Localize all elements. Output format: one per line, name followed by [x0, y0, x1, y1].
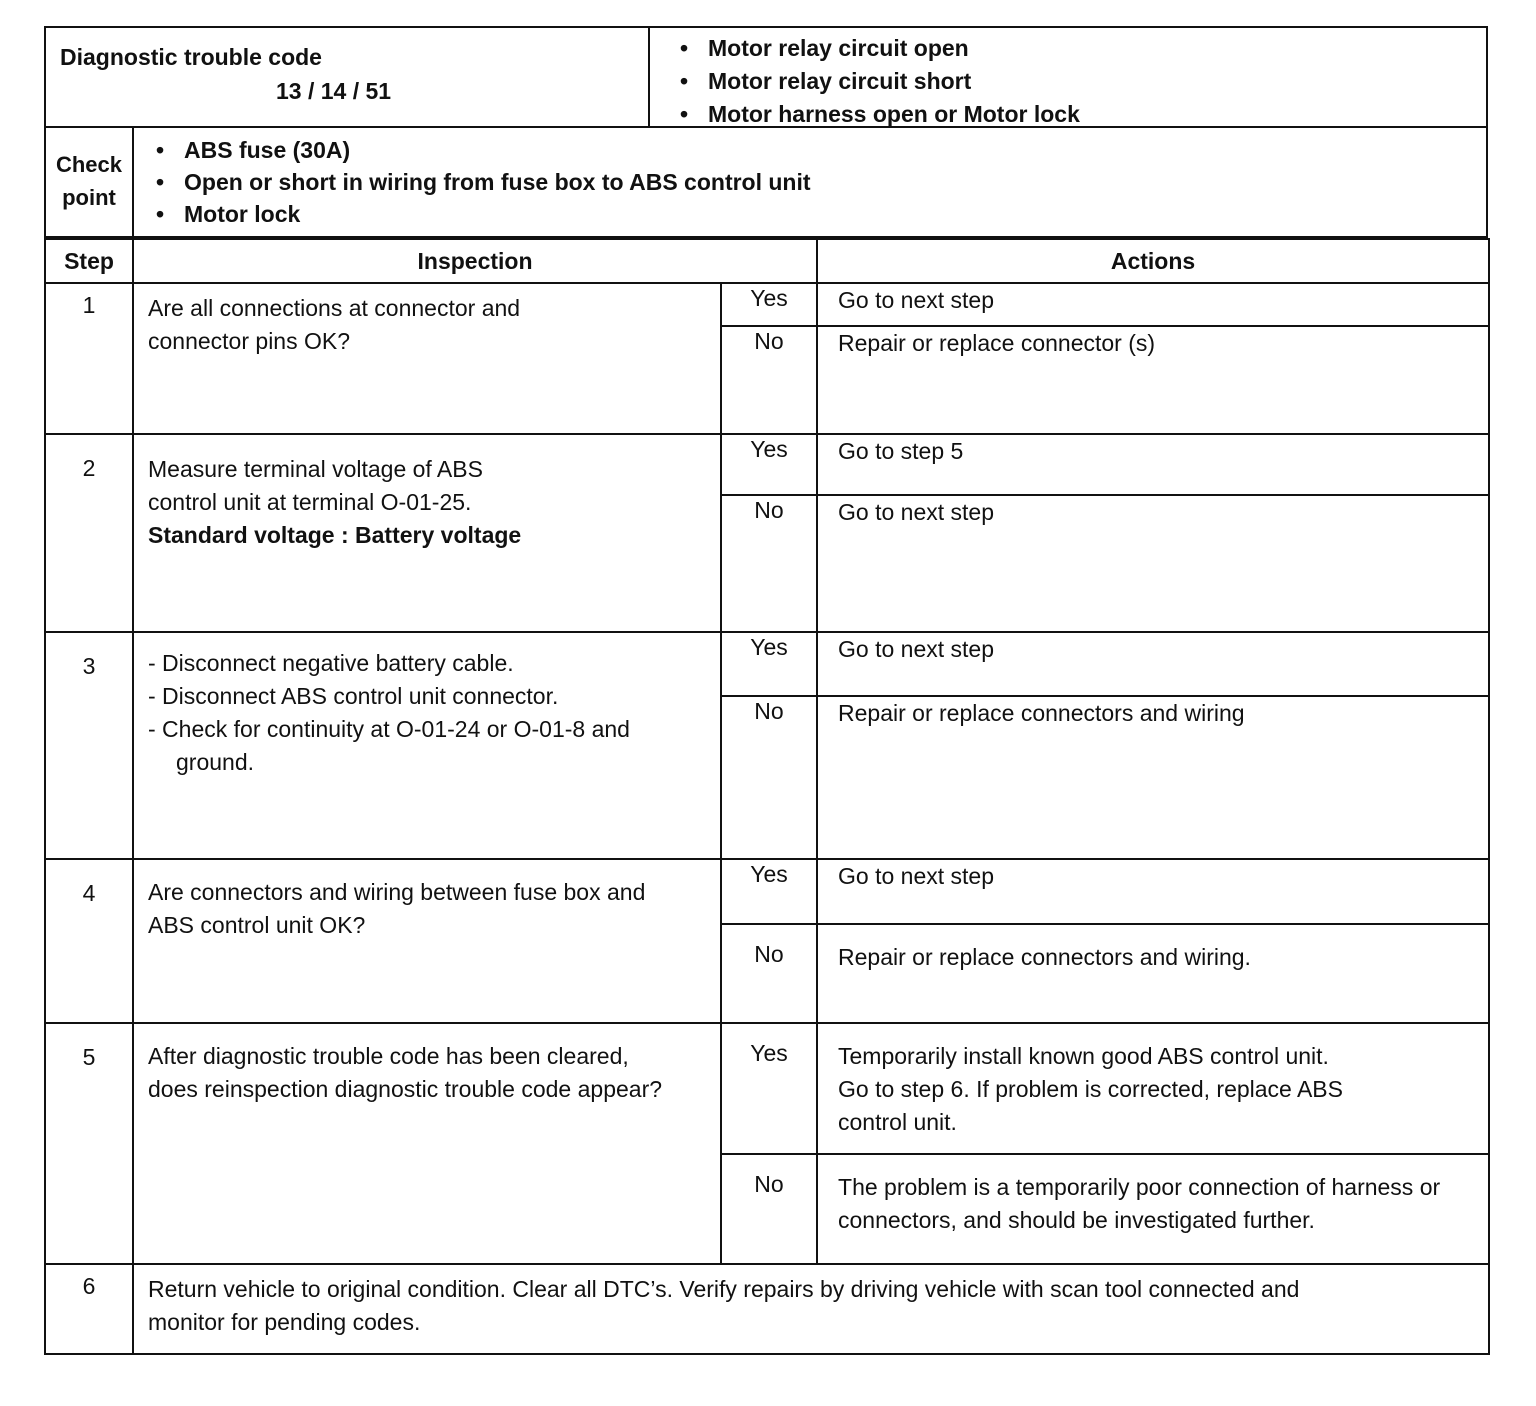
step-number: 4	[45, 859, 133, 1023]
inspection-line: - Disconnect ABS control unit connector.	[148, 683, 559, 709]
table-row	[45, 434, 1489, 495]
steps-header-row	[45, 239, 1489, 283]
step-number: 2	[45, 434, 133, 632]
bullet-icon: •	[680, 35, 689, 61]
table-row	[45, 859, 1489, 924]
inspection-cell	[133, 859, 721, 1023]
bullet-icon: •	[156, 201, 165, 227]
inspection-line: connector pins OK?	[148, 328, 351, 354]
no-label: No	[721, 1154, 817, 1264]
table-row	[45, 1023, 1489, 1154]
yes-label: Yes	[721, 434, 817, 495]
no-action: Repair or replace connectors and wiring.	[817, 924, 1489, 1023]
check-point-item	[156, 134, 1486, 166]
inspection-cell	[133, 1023, 721, 1264]
inspection-cell	[133, 283, 721, 434]
yes-label: Yes	[721, 1023, 817, 1154]
action-line: Temporarily install known good ABS control unit.	[838, 1043, 1329, 1069]
final-step-line: monitor for pending codes.	[148, 1309, 421, 1335]
step-number: 1	[45, 283, 133, 434]
yes-action: Go to step 5	[817, 434, 1489, 495]
action-line: Go to step 6. If problem is corrected, replace ABS	[838, 1076, 1343, 1102]
inspection-line: After diagnostic trouble code has been cleared,	[148, 1043, 629, 1069]
diagnostic-procedure-sheet	[44, 26, 1488, 1355]
inspection-cell	[133, 632, 721, 859]
table-row	[45, 632, 1489, 696]
inspection-line: ground.	[176, 749, 255, 775]
bullet-icon: •	[156, 137, 165, 163]
cause-text: Motor relay circuit short	[708, 68, 972, 94]
table-row	[45, 1264, 1489, 1354]
no-action: Repair or replace connectors and wiring	[817, 696, 1489, 859]
standard-voltage-spec: Standard voltage : Battery voltage	[148, 522, 522, 548]
actions-column-header: Actions	[817, 239, 1489, 283]
yes-label: Yes	[721, 859, 817, 924]
dtc-causes-list	[650, 28, 1486, 126]
inspection-line: - Check for continuity at O-01-24 or O-01-8 and	[148, 716, 630, 742]
inspection-cell	[133, 434, 721, 632]
check-point-section	[44, 126, 1488, 238]
bullet-icon: •	[680, 101, 689, 127]
inspection-line: does reinspection diagnostic trouble code appear?	[148, 1076, 663, 1102]
check-point-text: ABS fuse (30A)	[184, 137, 351, 163]
check-point-label-line: point	[62, 185, 116, 210]
yes-action: Go to next step	[817, 632, 1489, 696]
cause-item	[680, 65, 1486, 98]
bullet-icon: •	[680, 68, 689, 94]
check-point-item	[156, 198, 1486, 230]
dtc-header	[44, 26, 1488, 126]
yes-action: Go to next step	[817, 859, 1489, 924]
check-point-list	[134, 128, 1486, 236]
action-line: control unit.	[838, 1109, 957, 1135]
yes-label: Yes	[721, 283, 817, 326]
check-point-label-line: Check	[55, 152, 123, 177]
check-point-text: Open or short in wiring from fuse box to ABS control unit	[184, 169, 811, 195]
no-label: No	[721, 924, 817, 1023]
final-step-line: Return vehicle to original condition. Clear all DTC’s. Verify repairs by driving vehicle with scan tool connected and	[148, 1276, 1300, 1302]
inspection-line: ABS control unit OK?	[148, 912, 366, 938]
no-label: No	[721, 495, 817, 632]
inspection-line: Measure terminal voltage of ABS	[148, 456, 483, 482]
inspection-line: Are all connections at connector and	[148, 295, 521, 321]
bullet-icon: •	[156, 169, 165, 195]
table-row	[45, 283, 1489, 326]
step-number: 6	[45, 1264, 133, 1354]
inspection-line: control unit at terminal O-01-25.	[148, 489, 472, 515]
yes-label: Yes	[721, 632, 817, 696]
check-point-item	[156, 166, 1486, 198]
no-action: Repair or replace connector (s)	[817, 326, 1489, 434]
inspection-line: - Disconnect negative battery cable.	[148, 650, 514, 676]
action-line: connectors, and should be investigated further.	[838, 1207, 1315, 1233]
step-column-header: Step	[45, 239, 133, 283]
check-point-label	[46, 128, 134, 236]
yes-action	[817, 1023, 1489, 1154]
step-number: 3	[45, 632, 133, 859]
no-label: No	[721, 326, 817, 434]
cause-text: Motor harness open or Motor lock	[708, 101, 1080, 127]
inspection-column-header: Inspection	[133, 239, 817, 283]
cause-text: Motor relay circuit open	[708, 35, 969, 61]
yes-action: Go to next step	[817, 283, 1489, 326]
steps-table	[44, 238, 1490, 1355]
inspection-line: Are connectors and wiring between fuse box and	[148, 879, 646, 905]
check-point-text: Motor lock	[184, 201, 301, 227]
step-number: 5	[45, 1023, 133, 1264]
cause-item	[680, 32, 1486, 65]
cause-item	[680, 98, 1486, 131]
dtc-code-cell	[46, 28, 650, 126]
no-action: Go to next step	[817, 495, 1489, 632]
no-action	[817, 1154, 1489, 1264]
dtc-title: Diagnostic trouble code	[60, 44, 322, 70]
final-step-cell	[133, 1264, 1489, 1354]
action-line: The problem is a temporarily poor connection of harness or	[838, 1174, 1441, 1200]
dtc-codes: 13 / 14 / 51	[276, 78, 392, 104]
no-label: No	[721, 696, 817, 859]
